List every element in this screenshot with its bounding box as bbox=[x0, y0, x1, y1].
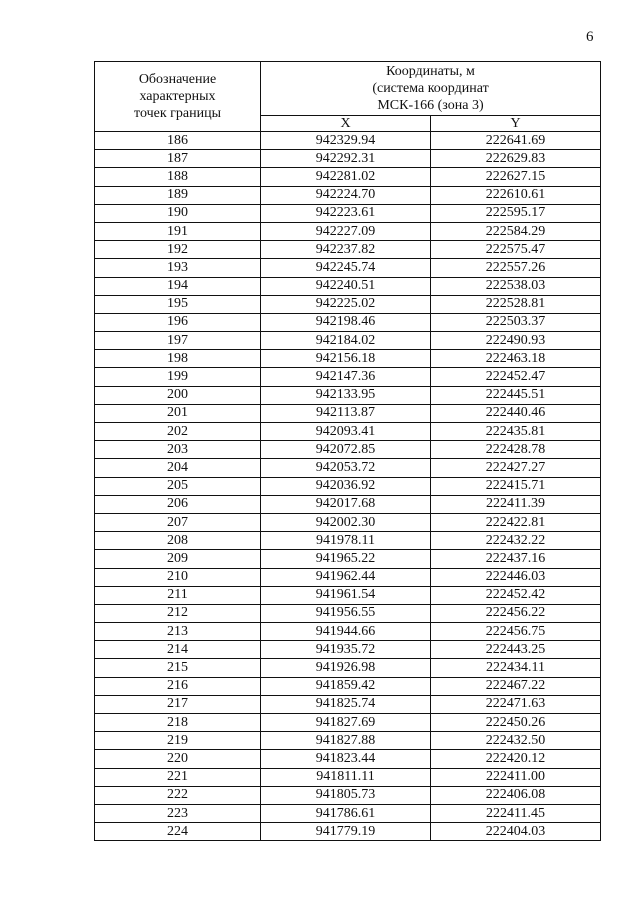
x-coordinate-cell: 941926.98 bbox=[261, 659, 431, 677]
coordinates-table bbox=[94, 61, 601, 841]
coordinates-header-line: МСК-166 (зона 3) bbox=[377, 98, 484, 113]
x-coordinate-cell: 942225.02 bbox=[261, 295, 431, 313]
y-coordinate-cell: 222452.47 bbox=[431, 368, 601, 386]
y-coordinate-cell: 222428.78 bbox=[431, 441, 601, 459]
y-coordinate-cell: 222610.61 bbox=[431, 186, 601, 204]
point-id-cell: 199 bbox=[95, 368, 261, 386]
x-coordinate-cell: 941827.88 bbox=[261, 732, 431, 750]
y-coordinate-cell: 222445.51 bbox=[431, 386, 601, 404]
point-id-cell: 201 bbox=[95, 404, 261, 422]
y-coordinate-cell: 222471.63 bbox=[431, 695, 601, 713]
table-row bbox=[95, 150, 601, 168]
table-row bbox=[95, 204, 601, 222]
point-id-cell: 200 bbox=[95, 386, 261, 404]
x-coordinate-cell: 941965.22 bbox=[261, 550, 431, 568]
x-coordinate-cell: 941811.11 bbox=[261, 768, 431, 786]
table-row bbox=[95, 513, 601, 531]
y-coordinate-cell: 222411.00 bbox=[431, 768, 601, 786]
point-id-cell: 186 bbox=[95, 132, 261, 150]
x-coordinate-cell: 942227.09 bbox=[261, 222, 431, 240]
table-row bbox=[95, 222, 601, 240]
y-coordinate-cell: 222503.37 bbox=[431, 313, 601, 331]
y-coordinate-cell: 222456.22 bbox=[431, 604, 601, 622]
x-coordinate-cell: 942072.85 bbox=[261, 441, 431, 459]
x-coordinate-cell: 941956.55 bbox=[261, 604, 431, 622]
y-coordinate-cell: 222467.22 bbox=[431, 677, 601, 695]
y-coordinate-cell: 222437.16 bbox=[431, 550, 601, 568]
y-column-header: Y bbox=[431, 116, 601, 132]
x-coordinate-cell: 942245.74 bbox=[261, 259, 431, 277]
x-coordinate-cell: 941825.74 bbox=[261, 695, 431, 713]
point-id-cell: 207 bbox=[95, 513, 261, 531]
y-coordinate-cell: 222404.03 bbox=[431, 823, 601, 841]
table-row bbox=[95, 277, 601, 295]
point-id-cell: 195 bbox=[95, 295, 261, 313]
y-coordinate-cell: 222575.47 bbox=[431, 241, 601, 259]
table-row bbox=[95, 186, 601, 204]
table-row bbox=[95, 350, 601, 368]
x-coordinate-cell: 942113.87 bbox=[261, 404, 431, 422]
x-coordinate-cell: 941859.42 bbox=[261, 677, 431, 695]
point-id-cell: 188 bbox=[95, 168, 261, 186]
point-id-cell: 191 bbox=[95, 222, 261, 240]
x-coordinate-cell: 942036.92 bbox=[261, 477, 431, 495]
table-row bbox=[95, 804, 601, 822]
point-column-header bbox=[95, 62, 261, 132]
y-coordinate-cell: 222432.50 bbox=[431, 732, 601, 750]
table-row bbox=[95, 604, 601, 622]
y-coordinate-cell: 222440.46 bbox=[431, 404, 601, 422]
y-coordinate-cell: 222406.08 bbox=[431, 786, 601, 804]
y-coordinate-cell: 222443.25 bbox=[431, 641, 601, 659]
x-coordinate-cell: 942093.41 bbox=[261, 423, 431, 441]
point-id-cell: 218 bbox=[95, 714, 261, 732]
table-row bbox=[95, 568, 601, 586]
x-coordinate-cell: 941786.61 bbox=[261, 804, 431, 822]
point-id-cell: 221 bbox=[95, 768, 261, 786]
y-coordinate-cell: 222528.81 bbox=[431, 295, 601, 313]
table-row bbox=[95, 586, 601, 604]
table-row bbox=[95, 732, 601, 750]
x-coordinate-cell: 942002.30 bbox=[261, 513, 431, 531]
point-id-cell: 210 bbox=[95, 568, 261, 586]
point-id-cell: 214 bbox=[95, 641, 261, 659]
point-id-cell: 219 bbox=[95, 732, 261, 750]
point-id-cell: 220 bbox=[95, 750, 261, 768]
table-row bbox=[95, 423, 601, 441]
x-coordinate-cell: 941823.44 bbox=[261, 750, 431, 768]
point-id-cell: 216 bbox=[95, 677, 261, 695]
point-id-cell: 198 bbox=[95, 350, 261, 368]
table-row bbox=[95, 495, 601, 513]
y-coordinate-cell: 222450.26 bbox=[431, 714, 601, 732]
x-column-header: X bbox=[261, 116, 431, 132]
y-coordinate-cell: 222463.18 bbox=[431, 350, 601, 368]
x-coordinate-cell: 942329.94 bbox=[261, 132, 431, 150]
point-id-cell: 215 bbox=[95, 659, 261, 677]
table-header bbox=[95, 62, 601, 132]
y-coordinate-cell: 222446.03 bbox=[431, 568, 601, 586]
table-row bbox=[95, 477, 601, 495]
table-row bbox=[95, 659, 601, 677]
coordinates-header-line: Координаты, м bbox=[386, 64, 475, 79]
x-coordinate-cell: 942281.02 bbox=[261, 168, 431, 186]
point-id-cell: 203 bbox=[95, 441, 261, 459]
point-header-line: Обозначение bbox=[138, 72, 217, 87]
table-row bbox=[95, 459, 601, 477]
point-id-cell: 211 bbox=[95, 586, 261, 604]
point-id-cell: 223 bbox=[95, 804, 261, 822]
point-id-cell: 209 bbox=[95, 550, 261, 568]
x-coordinate-cell: 942240.51 bbox=[261, 277, 431, 295]
table-row bbox=[95, 259, 601, 277]
point-id-cell: 192 bbox=[95, 241, 261, 259]
table-row bbox=[95, 695, 601, 713]
point-id-cell: 212 bbox=[95, 604, 261, 622]
point-id-cell: 204 bbox=[95, 459, 261, 477]
y-coordinate-cell: 222584.29 bbox=[431, 222, 601, 240]
y-coordinate-cell: 222557.26 bbox=[431, 259, 601, 277]
table-row bbox=[95, 623, 601, 641]
point-id-cell: 222 bbox=[95, 786, 261, 804]
point-id-cell: 193 bbox=[95, 259, 261, 277]
y-coordinate-cell: 222411.39 bbox=[431, 495, 601, 513]
y-coordinate-cell: 222490.93 bbox=[431, 332, 601, 350]
table-body bbox=[95, 132, 601, 841]
x-coordinate-cell: 942237.82 bbox=[261, 241, 431, 259]
x-coordinate-cell: 942184.02 bbox=[261, 332, 431, 350]
table-row bbox=[95, 823, 601, 841]
x-coordinate-cell: 942156.18 bbox=[261, 350, 431, 368]
point-id-cell: 189 bbox=[95, 186, 261, 204]
y-coordinate-cell: 222432.22 bbox=[431, 532, 601, 550]
y-coordinate-cell: 222627.15 bbox=[431, 168, 601, 186]
x-coordinate-cell: 942053.72 bbox=[261, 459, 431, 477]
table-row bbox=[95, 750, 601, 768]
table-row bbox=[95, 641, 601, 659]
point-id-cell: 208 bbox=[95, 532, 261, 550]
table-row bbox=[95, 677, 601, 695]
x-coordinate-cell: 942133.95 bbox=[261, 386, 431, 404]
point-id-cell: 224 bbox=[95, 823, 261, 841]
x-coordinate-cell: 941962.44 bbox=[261, 568, 431, 586]
table-row bbox=[95, 404, 601, 422]
y-coordinate-cell: 222629.83 bbox=[431, 150, 601, 168]
table-row bbox=[95, 241, 601, 259]
coordinates-group-header bbox=[261, 62, 601, 116]
table-row bbox=[95, 786, 601, 804]
x-coordinate-cell: 941827.69 bbox=[261, 714, 431, 732]
y-coordinate-cell: 222452.42 bbox=[431, 586, 601, 604]
x-coordinate-cell: 942147.36 bbox=[261, 368, 431, 386]
point-id-cell: 196 bbox=[95, 313, 261, 331]
table-row bbox=[95, 368, 601, 386]
x-coordinate-cell: 941978.11 bbox=[261, 532, 431, 550]
y-coordinate-cell: 222456.75 bbox=[431, 623, 601, 641]
y-coordinate-cell: 222422.81 bbox=[431, 513, 601, 531]
y-coordinate-cell: 222420.12 bbox=[431, 750, 601, 768]
page-number: 6 bbox=[586, 29, 594, 45]
x-coordinate-cell: 941961.54 bbox=[261, 586, 431, 604]
table-row bbox=[95, 714, 601, 732]
table-row bbox=[95, 550, 601, 568]
table-row bbox=[95, 168, 601, 186]
point-id-cell: 206 bbox=[95, 495, 261, 513]
y-coordinate-cell: 222434.11 bbox=[431, 659, 601, 677]
table-row bbox=[95, 132, 601, 150]
table-row bbox=[95, 332, 601, 350]
table-row bbox=[95, 532, 601, 550]
x-coordinate-cell: 942017.68 bbox=[261, 495, 431, 513]
y-coordinate-cell: 222595.17 bbox=[431, 204, 601, 222]
point-header-line: точек границы bbox=[134, 106, 221, 121]
table-row bbox=[95, 386, 601, 404]
point-id-cell: 202 bbox=[95, 423, 261, 441]
y-coordinate-cell: 222427.27 bbox=[431, 459, 601, 477]
point-id-cell: 194 bbox=[95, 277, 261, 295]
table-row bbox=[95, 313, 601, 331]
point-id-cell: 190 bbox=[95, 204, 261, 222]
x-coordinate-cell: 941944.66 bbox=[261, 623, 431, 641]
point-header-line: характерных bbox=[139, 89, 216, 104]
y-coordinate-cell: 222411.45 bbox=[431, 804, 601, 822]
y-coordinate-cell: 222538.03 bbox=[431, 277, 601, 295]
point-id-cell: 213 bbox=[95, 623, 261, 641]
point-id-cell: 197 bbox=[95, 332, 261, 350]
coordinates-header-line: (система координат bbox=[372, 81, 489, 96]
y-coordinate-cell: 222435.81 bbox=[431, 423, 601, 441]
point-id-cell: 187 bbox=[95, 150, 261, 168]
x-coordinate-cell: 941935.72 bbox=[261, 641, 431, 659]
table-row bbox=[95, 295, 601, 313]
x-coordinate-cell: 942292.31 bbox=[261, 150, 431, 168]
x-coordinate-cell: 942223.61 bbox=[261, 204, 431, 222]
x-coordinate-cell: 942224.70 bbox=[261, 186, 431, 204]
x-coordinate-cell: 941805.73 bbox=[261, 786, 431, 804]
point-id-cell: 217 bbox=[95, 695, 261, 713]
table-row bbox=[95, 768, 601, 786]
point-id-cell: 205 bbox=[95, 477, 261, 495]
y-coordinate-cell: 222415.71 bbox=[431, 477, 601, 495]
x-coordinate-cell: 942198.46 bbox=[261, 313, 431, 331]
y-coordinate-cell: 222641.69 bbox=[431, 132, 601, 150]
x-coordinate-cell: 941779.19 bbox=[261, 823, 431, 841]
table-row bbox=[95, 441, 601, 459]
